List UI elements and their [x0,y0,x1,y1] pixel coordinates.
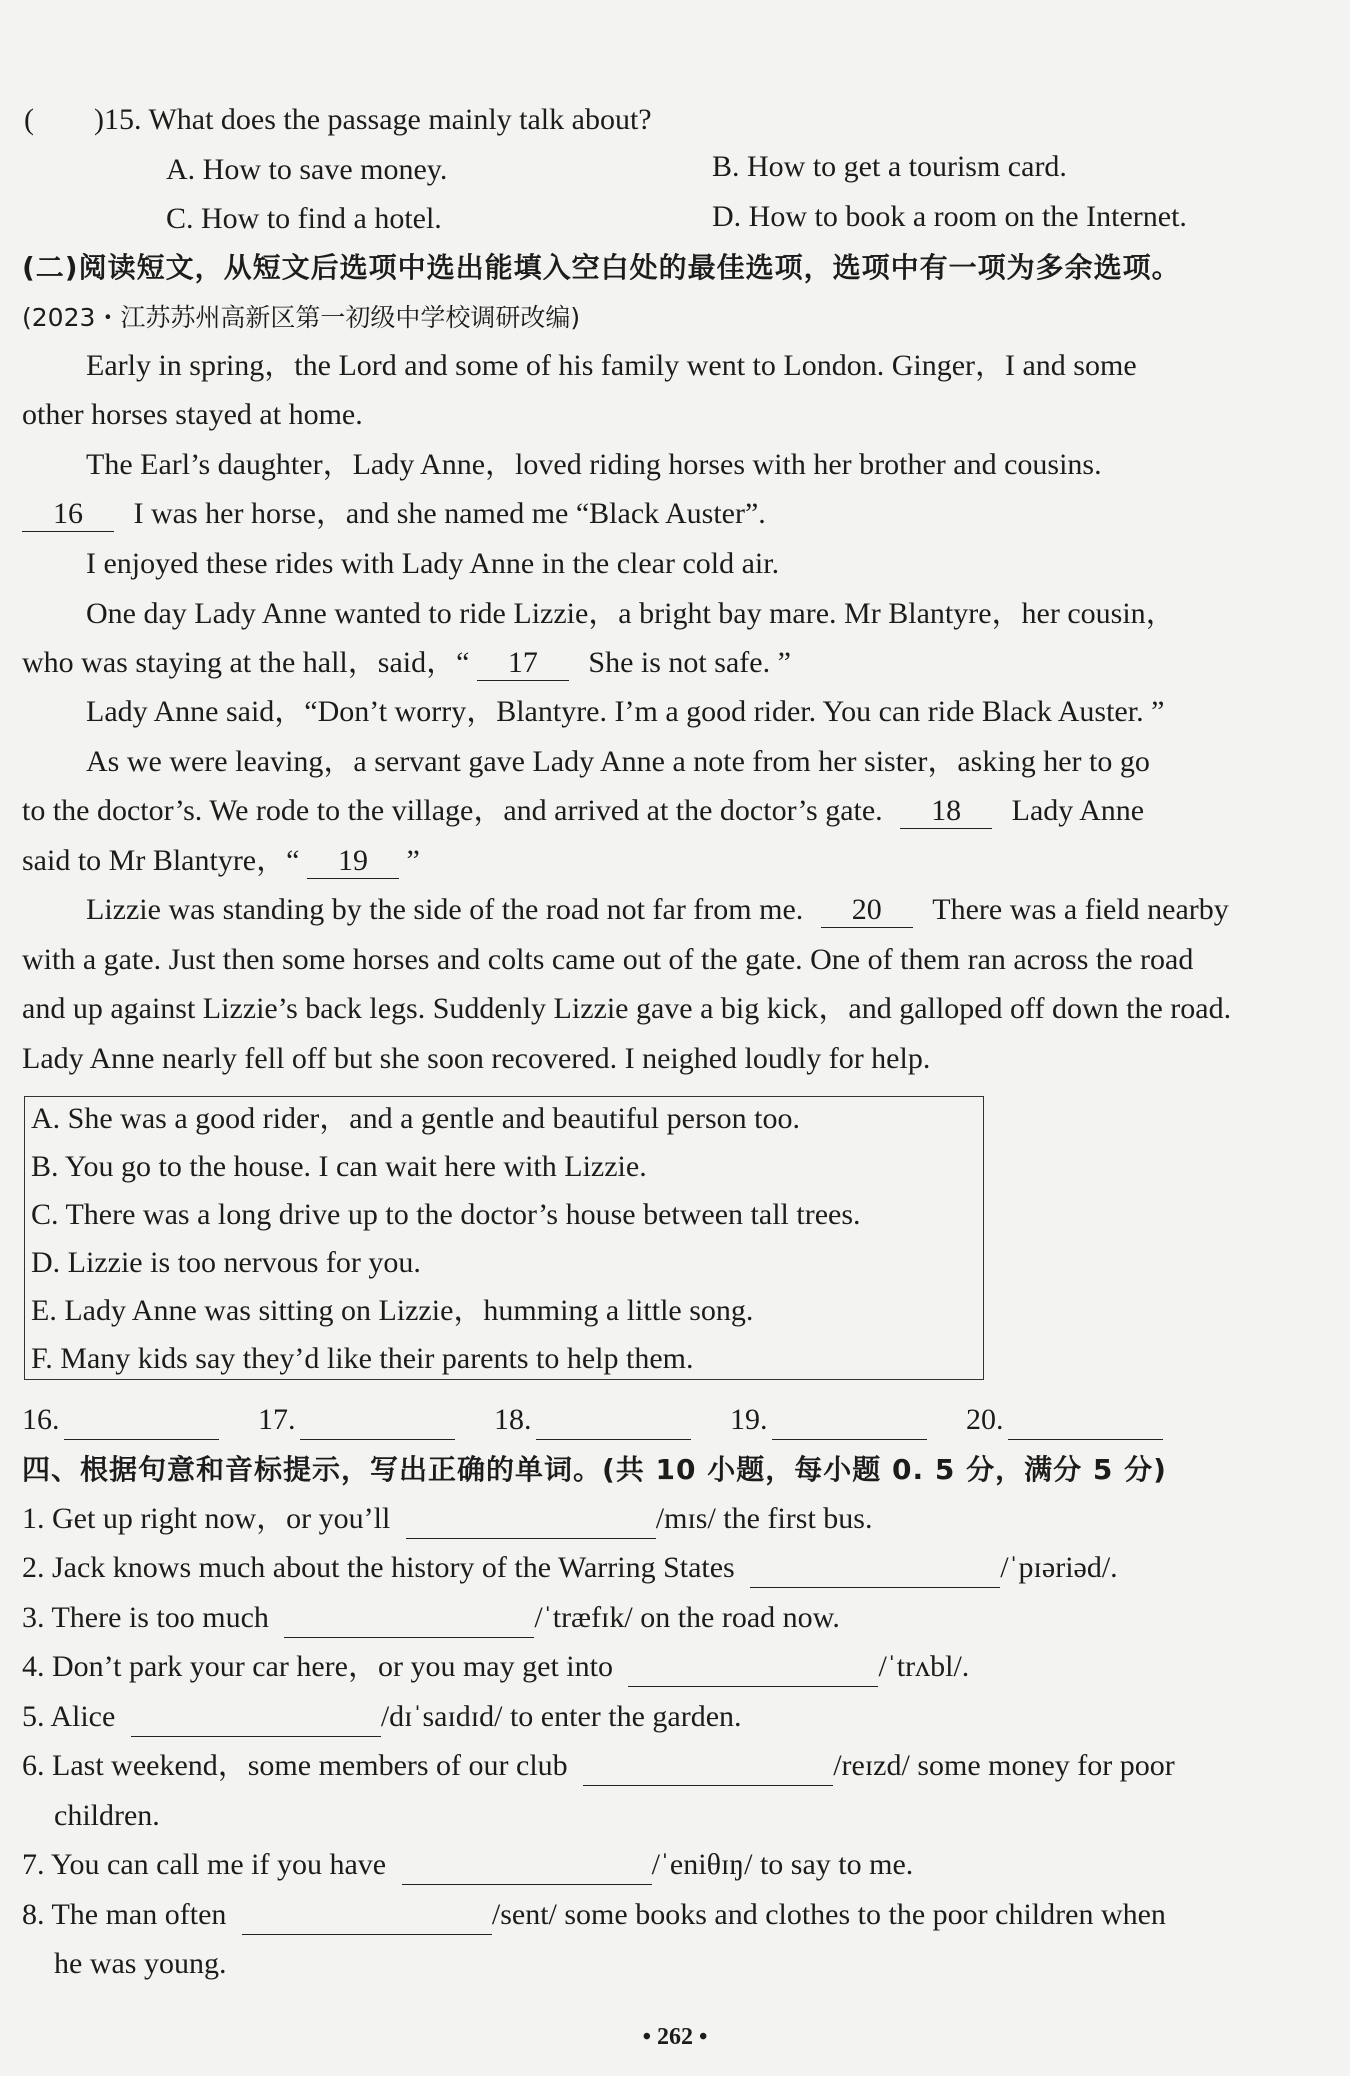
item-3-blank[interactable] [284,1607,534,1638]
item-8-cont: he was young. [54,1947,227,1980]
blank-18[interactable]: 18 [900,794,992,829]
section4-title: 四、根据句意和音标提示，写出正确的单词。(共 10 小题，每小题 0. 5 分，满分 5 分) [22,1453,1167,1486]
item-5 [22,1697,742,1737]
passage-text: Lady Anne [1011,794,1145,827]
choice-e: E. Lady Anne was sitting on Lizzie，humming a little song. [31,1294,754,1327]
item-1 [22,1499,872,1539]
blank-17[interactable]: 17 [477,646,569,681]
section2-instruction: (二)阅读短文，从短文后选项中选出能填入空白处的最佳选项，选项中有一项为多余选项。 [22,251,1181,284]
option-a: A. How to save money. [166,153,448,186]
answer-17[interactable] [258,1400,455,1440]
option-c: C. How to find a hotel. [166,202,442,235]
item-4-blank[interactable] [628,1656,878,1687]
item-text: 5. Alice [22,1700,116,1733]
option-d: D. How to book a room on the Internet. [712,200,1187,233]
item-text: 3. There is too much [22,1601,269,1634]
passage-line: and up against Lizzie’s back legs. Suddenly Lizzie gave a big kick，and galloped off down the road. [22,992,1232,1025]
passage-text: who was staying at the hall，said，“ [22,646,470,679]
answer-blank[interactable] [536,1409,691,1440]
passage-line [86,890,1229,930]
item-phonetic: /ˈtræfɪk/ on the road now. [534,1601,840,1634]
answer-20[interactable] [966,1400,1163,1440]
option-b: B. How to get a tourism card. [712,150,1067,183]
blank-19[interactable]: 19 [307,844,399,879]
item-2 [22,1548,1118,1588]
passage-line: other horses stayed at home. [22,398,363,431]
item-phonetic: /reɪzd/ some money for poor [833,1749,1175,1782]
item-1-blank[interactable] [406,1508,656,1539]
choice-b: B. You go to the house. I can wait here with Lizzie. [31,1150,647,1183]
item-text: 6. Last weekend，some members of our club [22,1749,568,1782]
item-text: 4. Don’t park your car here，or you may get into [22,1650,613,1683]
passage-text: Lizzie was standing by the side of the road not far from me. [86,893,804,926]
item-8-blank[interactable] [242,1904,492,1935]
item-phonetic: /ˈeniθɪŋ/ to say to me. [651,1848,914,1881]
passage-line [22,791,1144,831]
item-7-blank[interactable] [402,1854,652,1885]
passage-line: Lady Anne said，“Don’t worry，Blantyre. I’m a good rider. You can ride Black Auster. ” [86,695,1165,728]
choice-a: A. She was a good rider，and a gentle and beautiful person too. [31,1102,800,1135]
item-text: 1. Get up right now，or you’ll [22,1502,391,1535]
item-phonetic: /sent/ some books and clothes to the poor children when [491,1898,1166,1931]
answer-19[interactable] [730,1400,927,1440]
item-8 [22,1895,1166,1935]
item-phonetic: /ˈpɪəriəd/. [1000,1551,1118,1584]
answer-blank[interactable] [1008,1409,1163,1440]
passage-text: She is not safe. ” [588,646,791,679]
passage-text: There was a field nearby [932,893,1229,926]
options-box [24,1096,984,1380]
passage-line: Lady Anne nearly fell off but she soon recovered. I neighed loudly for help. [22,1042,931,1075]
item-text: 8. The man often [22,1898,227,1931]
item-2-blank[interactable] [750,1557,1000,1588]
item-5-blank[interactable] [131,1706,381,1737]
item-6 [22,1746,1175,1786]
blank-16[interactable]: 16 [22,497,114,532]
passage-line [22,494,766,534]
passage-text: ” [406,844,420,877]
answer-label: 18. [494,1403,532,1436]
passage-text: said to Mr Blantyre，“ [22,844,300,877]
question-15-stem: ( )15. What does the passage mainly talk about? [24,103,652,136]
passage-line [22,643,791,683]
item-phonetic: /mɪs/ the first bus. [655,1502,873,1535]
answer-label: 16. [22,1403,60,1436]
answer-blank[interactable] [300,1409,455,1440]
item-phonetic: /ˈtrʌbl/. [878,1650,970,1683]
answer-16[interactable] [22,1400,219,1440]
passage-line: One day Lady Anne wanted to ride Lizzie，a bright bay mare. Mr Blantyre，her cousin， [86,597,1176,630]
passage-text: to the doctor’s. We rode to the village，and arrived at the doctor’s gate. [22,794,883,827]
item-phonetic: /dɪˈsaɪdɪd/ to enter the garden. [380,1700,742,1733]
choice-f: F. Many kids say they’d like their parents to help them. [31,1342,694,1375]
answer-label: 17. [258,1403,296,1436]
passage-line [22,841,420,881]
answer-blank[interactable] [64,1409,219,1440]
blank-20[interactable]: 20 [821,893,913,928]
item-7 [22,1845,913,1885]
item-6-cont: children. [54,1799,160,1832]
answer-blank[interactable] [772,1409,927,1440]
item-4 [22,1647,969,1687]
item-3 [22,1598,840,1638]
item-6-blank[interactable] [583,1755,833,1786]
passage-line: with a gate. Just then some horses and colts came out of the gate. One of them ran across the road [22,943,1194,976]
answer-label: 19. [730,1403,768,1436]
choice-c: C. There was a long drive up to the doctor’s house between tall trees. [31,1198,861,1231]
answer-label: 20. [966,1403,1004,1436]
answer-18[interactable] [494,1400,691,1440]
item-text: 7. You can call me if you have [22,1848,387,1881]
passage-text: I was her horse，and she named me “Black Auster”. [133,497,766,530]
page-number: • 262 • [642,2024,708,2050]
item-text: 2. Jack knows much about the history of the Warring States [22,1551,735,1584]
passage-line: The Earl’s daughter，Lady Anne，loved riding horses with her brother and cousins. [86,448,1102,481]
passage-line: I enjoyed these rides with Lady Anne in the clear cold air. [86,547,780,580]
passage-line: Early in spring，the Lord and some of his family went to London. Ginger，I and some [86,349,1137,382]
choice-d: D. Lizzie is too nervous for you. [31,1246,421,1279]
passage-line: As we were leaving，a servant gave Lady Anne a note from her sister，asking her to go [86,745,1150,778]
section2-source: (2023・江苏苏州高新区第一初级中学校调研改编) [22,303,581,332]
